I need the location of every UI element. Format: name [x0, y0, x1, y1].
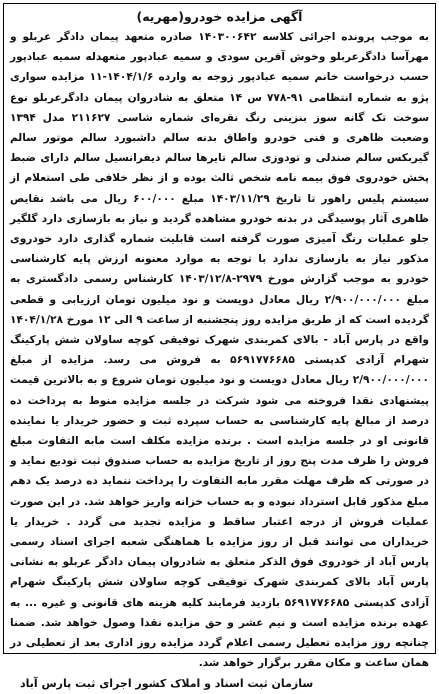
auction-notice [3, 3, 436, 690]
notice-title: آگهی مزایده خودرو(مهریه) [136, 9, 303, 24]
notice-body: به موجب پرونده اجرائی کلاسه ۱۴۰۳۰۰۶۴۲ صادره متعهد پیمان دادگر عربلو و مهرآسا دادگرعربلو وخوش آفرین سودی و سمیه عبادپور متعهدله سمیه عبادپور حسب درخواست خانم سمیه عبادپور زوجه به وارده ۱۴۰۴/۱/۶-۱۱ مزایده سواری پژو به شماره انتظامی ۹۱-۷۷۸ س ۱۴ متعلق به شادروان پیمان دادگرعربلو نوع سوخت تک گانه سوز بنزینی رنگ نقره‌ای شماره شاسی ۲۱۱۶۲۷ مدل ۱۳۹۴ وضعیت ظاهری و فنی خودرو واطاق بدنه سالم داشبورد سالم موتور سالم گیربکس سالم صندلی و تودوزی سالم تایرها سالم دیفرانسیل سالم دارای ضبط پخش خودروی فوق بیمه نامه شخص ثالث بوده و از نظر خلافی طی استعلام از سیستم پلیس راهور تا تاریخ ۱۴۰۳/۱۱/۲۹ مبلغ ۶۰۰/۰۰۰ ریال می باشد نقایص ظاهری آثار پوسیدگی در بدنه خودرو مشاهده گردید و نیاز به بازسازی دارد گلگیر جلو عملیات رنگ آمیزی صورت گرفته است قابلیت شماره گذاری دارد خودروی مذکور نیاز به بازسازی ندارد با توجه به موارد معنونه ارزش پایه کارشناسی خودرو به موجب گزارش مورخ ۲۹۷۹-۱۴۰۳/۱۲/۸ کارشناس رسمی دادگستری به مبلغ ۲/۹۰۰/۰۰۰/۰۰۰ ریال معادل دویست و نود میلیون تومان ارزیابی و قطعی گردیده است که از طریق مزایده روز پنجشنبه از ساعت ۹ الی ۱۲ مورخ ۱۴۰۴/۱/۲۸ واقع در پارس آباد - بالای کمربندی شهرک توفیقی کوچه ساولان شش پارکینگ شهرام آزادی کدپستی ۵۶۹۱۷۷۶۶۸۵ به فروش می رسد. مزایده از مبلغ ۲/۹۰۰/۰۰۰/۰۰۰ ریال معادل دویست و نود میلیون تومان شروع و به بالاترین قیمت پیشنهادی نقدا فروخته می شود شرکت در جلسه مزایده منوط به پرداخت ده درصد از مبالغ پایه کارشناسی به حساب سپرده ثبت و حضور خریدار یا نماینده قانونی او در جلسه مزایده است . برنده مزایده مکلف است مابه التفاوت مبلغ فروش را ظرف مدت پنج روز از تاریخ مزایده به حساب صندوق ثبت تودیع نماید و در صورتی که ظرف مهلت مقرر مابه التفاوت را پرداخت ننماید ده درصد یک دهم مبلغ مذکور قابل استرداد نبوده و به حساب خزانه واریز خواهد شد. در این صورت عملیات فروش از درجه اعتبار ساقط و مزایده تجدید می گردد . خریدار یا خریداران می توانند قبل از روز مزایده با هماهنگی شعبه اجرای اسناد رسمی پارس آباد از خودروی فوق الذکر متعلق به شادروان پیمان دادگر عربلو به نشانی پارس آباد بالای کمربندی شهرک توفیقی کوچه ساولان شش پارکینگ شهرام آزادی کدپستی ۵۶۹۱۷۷۶۶۸۵ بازدید فرمایند کلیه هزینه های قانونی و غیره ... به عهده برنده مزایده است و نیم عشر و حق مزایده نقدا وصول خواهد شد. ضمنا چنانچه روز مزایده تعطیل رسمی اعلام گردد مزایده روز اداری بعد از تعطیلی در همان ساعت و مکان مقرر برگزار خواهد شد. [10, 31, 430, 670]
notice-footer: سازمان ثبت اسناد و املاک کشور اجرای ثبت پارس آباد [20, 676, 314, 690]
